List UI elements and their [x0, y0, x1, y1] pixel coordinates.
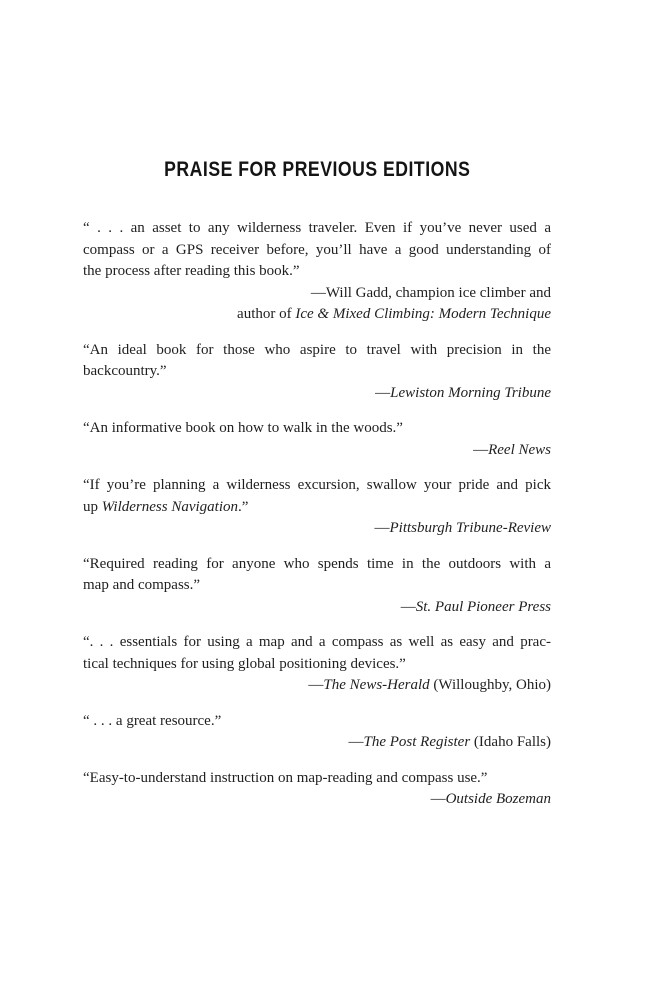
text: author of [237, 306, 296, 322]
quote-attribution [83, 383, 551, 405]
text: — [473, 441, 489, 458]
italic-text: Ice & Mixed Climbing: Modern Technique [295, 306, 551, 322]
text: “ . . . a great resource.” [83, 712, 222, 729]
quote-attribution [83, 440, 551, 462]
quote-block [83, 554, 551, 619]
quote-block [83, 218, 551, 326]
text: “An informative book on how to walk in the woods.” [83, 420, 403, 436]
quotes-list [83, 218, 551, 811]
quote-line [83, 654, 551, 676]
quote-block [83, 768, 551, 811]
quote-line [83, 632, 551, 654]
text: “Required reading for anyone who spends time in the outdoors with a [83, 555, 551, 572]
text: “An ideal book for those who aspire to travel with precision in the [83, 341, 551, 358]
italic-text: Reel News [488, 441, 551, 458]
italic-text: St. Paul Pioneer Press [415, 598, 551, 615]
text: map and compass.” [83, 577, 201, 593]
text: — [375, 384, 391, 401]
quote-line [83, 711, 551, 733]
quote-block [83, 632, 551, 697]
page-title: PRAISE FOR PREVIOUS EDITIONS [163, 158, 471, 181]
text: — [348, 734, 364, 750]
quote-line [83, 575, 551, 597]
quote-line [83, 418, 551, 440]
quote-line [83, 261, 551, 283]
text: the process after reading this book.” [83, 263, 300, 279]
quote-line [83, 768, 551, 790]
quote-attribution [83, 675, 551, 697]
quote-attribution [83, 597, 551, 619]
quote-block [83, 418, 551, 461]
italic-text: The Post Register [363, 734, 471, 750]
text: — [308, 677, 324, 693]
quote-line [83, 340, 551, 362]
italic-text: Outside Bozeman [445, 791, 551, 807]
quote-attribution [83, 518, 551, 540]
text: — [430, 791, 446, 807]
title-container [83, 158, 551, 182]
quote-block [83, 711, 551, 754]
text: backcountry.” [83, 363, 167, 379]
italic-text: The News-Herald [323, 677, 430, 693]
text: “. . . essentials for using a map and a compass as well as easy and prac- [83, 634, 551, 650]
quote-line [83, 497, 551, 519]
text: up [83, 498, 102, 515]
text: compass or a GPS receiver before, you’ll have a good understanding of [83, 241, 551, 258]
text: — [374, 520, 390, 536]
quote-line [83, 218, 551, 240]
quote-attribution [83, 732, 551, 754]
quote-line [83, 475, 551, 497]
text: .” [238, 498, 249, 515]
italic-text: Pittsburgh Tribune-Review [389, 520, 551, 536]
text: —Will Gadd, champion ice climber and [310, 284, 551, 301]
quote-attribution [83, 283, 551, 305]
quote-attribution [83, 304, 551, 326]
text: “ . . . an asset to any wilderness traveler. Even if you’ve never used a [83, 220, 551, 236]
page-content [83, 158, 551, 825]
text: tical techniques for using global positioning devices.” [83, 655, 406, 672]
quote-block [83, 475, 551, 540]
quote-block [83, 340, 551, 405]
text: “If you’re planning a wilderness excursion, swallow your pride and pick [83, 477, 551, 493]
text: — [400, 598, 416, 615]
text: (Idaho Falls) [470, 734, 551, 750]
text: “Easy-to-understand instruction on map-reading and compass use.” [83, 769, 488, 786]
quote-line [83, 554, 551, 576]
text: (Willoughby, Ohio) [429, 677, 551, 693]
italic-text: Lewiston Morning Tribune [390, 384, 551, 401]
quote-line [83, 240, 551, 262]
quote-attribution [83, 789, 551, 811]
italic-text: Wilderness Navigation [101, 498, 238, 515]
quote-line [83, 361, 551, 383]
